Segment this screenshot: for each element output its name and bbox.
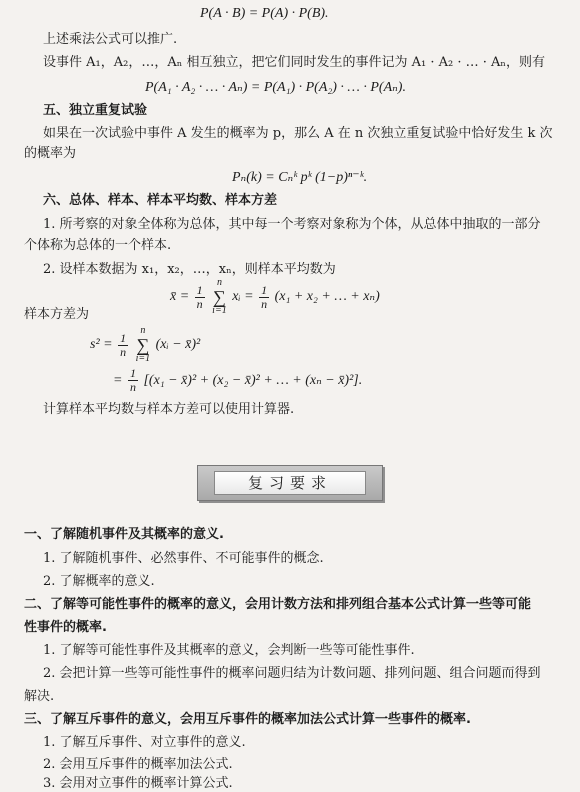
requirement-heading: 三、了解互斥事件的意义，会用互斥事件的概率加法公式计算一些事件的概率. [24,712,471,727]
requirement-heading: 性事件的概率. [24,620,107,635]
fraction [195,284,205,311]
fraction-numerator: 1 [261,282,268,297]
sum-upper-limit: n [216,277,222,288]
summand: (xᵢ − x̄)² [155,337,201,353]
section-heading: 五、独立重复试验 [43,103,148,118]
fraction-numerator: 1 [120,330,127,345]
mean-expansion: (x₁ + x₂ + … + xₙ) [274,289,380,305]
variance-expansion: [(x₁ − x̄)² + (x₂ − x̄)² + … + (xₙ − x̄)²]. [143,373,363,388]
fraction-numerator: 1 [129,366,136,381]
paragraph-line: 1. 了解等可能性事件及其概率的意义，会判断一些等可能性事件. [43,643,415,658]
paragraph-line: 2. 会用互斥事件的概率加法公式. [43,757,233,772]
fraction-denominator: n [129,380,136,395]
fraction-denominator: n [120,344,127,359]
paragraph-line: 3. 会用对立事件的概率计算公式. [43,776,233,791]
requirement-heading: 一、了解随机事件及其概率的意义. [24,527,224,542]
fraction [259,284,269,311]
paragraph-line: 2. 会把计算一些等可能性事件的概率问题归结为计数问题、排列问题、组合问题而得到 [43,666,541,681]
banner-title: 复习要求 [214,471,366,495]
paragraph-line: 如果在一次试验中事件 A 发生的概率为 p，那么 A 在 n 次独立重复试验中恰好发生 k 次 [43,126,553,141]
variance-lhs: s² = [90,337,113,353]
sum-lower-limit: i=1 [135,353,151,364]
paragraph-line: 样本方差为 [24,307,90,322]
paragraph-line: 1. 了解互斥事件、对立事件的意义. [43,735,246,750]
fraction-denominator: n [261,296,268,311]
section-heading: 六、总体、样本、样本平均数、样本方差 [43,193,278,208]
multiplication-formula: P(A · B) = P(A) · P(B). [200,6,329,21]
equals-sign: = [113,373,123,388]
paragraph-line: 个体称为总体的一个样本. [24,238,172,253]
fraction [118,332,128,359]
paragraph-line: 1. 所考察的对象全体称为总体，其中每一个考察对象称为个体，从总体中抽取的一部分 [43,217,541,232]
fraction-denominator: n [196,296,203,311]
sample-variance-expansion [113,366,362,396]
review-requirements-banner [197,465,383,501]
sum-lower-limit: i=1 [212,305,227,316]
paragraph-line: 2. 设样本数据为 x₁，x₂，…，xₙ，则样本平均数为 [43,262,336,277]
paragraph-line: 计算样本平均数与样本方差可以使用计算器. [43,402,295,417]
sigma-symbol: ∑ [136,335,150,355]
paragraph-line: 的概率为 [24,146,77,161]
paragraph-line: 上述乘法公式可以推广. [43,32,178,47]
mean-lhs: x̄ = [170,289,190,305]
sample-variance-formula [90,326,200,364]
generalized-product-formula: P(A₁ · A₂ · … · Aₙ) = P(A₁) · P(A₂) · … · P(Aₙ). [145,80,406,95]
paragraph-line: 设事件 A₁，A₂，…，Aₙ 相互独立，把它们同时发生的事件记为 A₁ · A₂ · … · Aₙ，则有 [43,55,546,70]
summation [136,326,151,364]
paragraph-line: 2. 了解概率的意义. [43,574,155,589]
requirement-heading: 二、了解等可能性事件的概率的意义，会用计数方法和排列组合基本公式计算一些等可能 [24,597,532,612]
paragraph-line: 解决. [24,689,55,704]
fraction [128,367,138,394]
summand: xᵢ = [232,289,254,305]
sample-mean-formula [170,278,380,316]
binomial-probability-formula: Pₙ(k) = Cₙᵏ pᵏ (1−p)ⁿ⁻ᵏ. [232,170,368,185]
summation [212,278,227,316]
fraction-numerator: 1 [196,282,203,297]
paragraph-line: 1. 了解随机事件、必然事件、不可能事件的概念. [43,551,324,566]
sum-upper-limit: n [140,325,146,336]
sigma-symbol: ∑ [213,287,226,307]
